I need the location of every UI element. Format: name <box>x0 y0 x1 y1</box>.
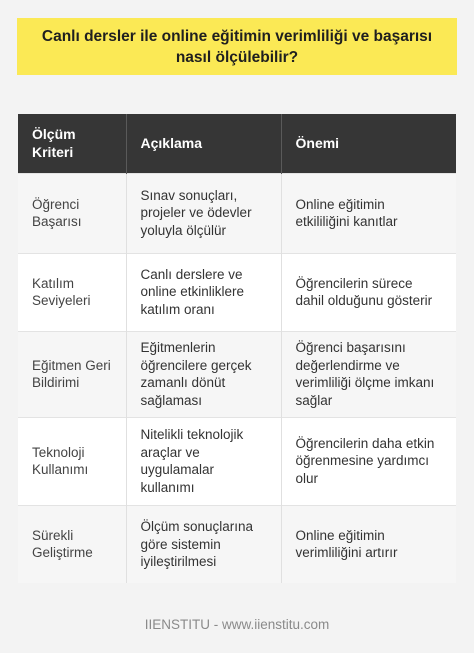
footer-credit: IIENSTITU - www.iienstitu.com <box>144 617 330 632</box>
header-criterion: Ölçüm Kriteri <box>18 114 126 173</box>
importance-cell: Öğrencilerin sürece dahil olduğunu gösterir <box>295 275 433 308</box>
table-row <box>18 505 456 583</box>
header-description: Açıklama <box>126 114 281 173</box>
importance-cell: Online eğitimin etkililiğini kanıtlar <box>295 196 398 229</box>
title-banner <box>17 18 457 75</box>
table-row <box>18 417 456 505</box>
importance-cell: Online eğitimin verimliliğini artırır <box>295 527 398 561</box>
table-row <box>18 173 456 253</box>
criterion-cell: Sürekli Geliştirme <box>18 505 126 583</box>
importance-cell: Öğrenci başarısını değerlendirme ve verimliliği ölçme imkanı sağlar <box>295 340 435 408</box>
description-cell: Eğitmenlerin öğrencilere gerçek zamanlı dönüt sağlaması <box>126 331 281 417</box>
importance-cell: Öğrencilerin daha etkin öğrenmesine yardımcı olur <box>295 435 435 486</box>
criterion-cell: Öğrenci Başarısı <box>18 173 126 253</box>
criteria-table <box>18 114 456 583</box>
description-cell: Canlı derslere ve online etkinliklere katılım oranı <box>126 253 281 331</box>
table-row <box>18 253 456 331</box>
table-row <box>18 331 456 417</box>
criterion-cell: Teknoloji Kullanımı <box>18 417 126 505</box>
description-cell: Nitelikli teknolojik araçlar ve uygulamalar kullanımı <box>126 417 281 505</box>
description-cell: Sınav sonuçları, projeler ve ödevler yoluyla ölçülür <box>126 173 281 253</box>
table-header <box>18 114 456 173</box>
page-title: Canlı dersler ile online eğitimin verimliliği ve başarısı nasıl ölçülebilir? <box>41 27 433 66</box>
header-importance: Önemi <box>295 135 340 152</box>
table-body <box>18 173 456 583</box>
description-cell: Ölçüm sonuçlarına göre sistemin iyileştirilmesi <box>126 505 281 583</box>
header-row <box>18 114 456 173</box>
criterion-cell: Katılım Seviyeleri <box>18 253 126 331</box>
criterion-cell: Eğitmen Geri Bildirimi <box>18 331 126 417</box>
